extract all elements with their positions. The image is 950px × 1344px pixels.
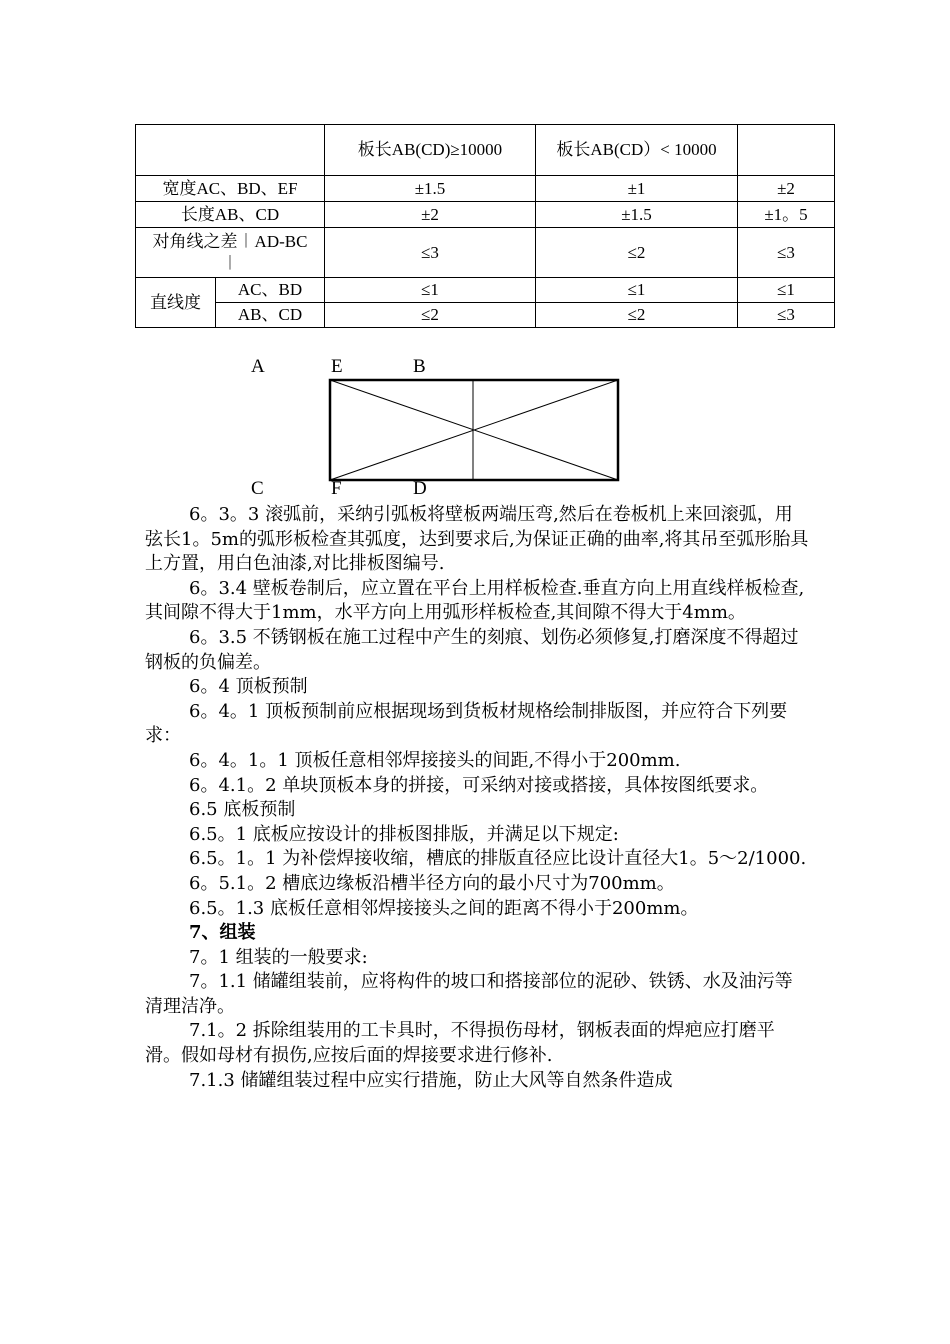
table-cell: ≤1 (738, 278, 835, 303)
paragraph: 7.1。2 拆除组装用的工卡具时，不得损伤母材，钢板表面的焊疤应打磨平滑。假如母材有损伤,应按后面的焊接要求进行修补. (145, 1020, 775, 1067)
table-cell: ≤1 (536, 278, 738, 303)
table-cell: ≤1 (325, 278, 536, 303)
header-cell (738, 125, 835, 176)
paragraph: 6.5。1.3 底板任意相邻焊接接头之间的距离不得小于200mm。 (189, 897, 699, 919)
row-label: 长度AB、CD (136, 202, 325, 228)
table-cell: ≤2 (536, 303, 738, 328)
table-row (136, 202, 835, 228)
header-empty-cell (136, 125, 325, 176)
table-cell: ≤2 (536, 228, 738, 278)
plate-diagram (245, 352, 645, 502)
document-body (145, 503, 810, 1093)
plate-rectangle-diagram (245, 352, 645, 502)
label-a: A (251, 356, 265, 377)
chapter-heading: 7、组装 (189, 922, 256, 944)
paragraph: 7。1.1 储罐组装前，应将构件的坡口和搭接部位的泥砂、铁锈、水及油污等清理洁净。 (145, 971, 793, 1017)
row-label: 宽度AC、BD、EF (136, 176, 325, 202)
table-cell: ±1。5 (738, 202, 835, 228)
table-row (136, 278, 835, 303)
table-row (136, 228, 835, 278)
label-d: D (413, 478, 427, 499)
label-c: C (251, 478, 264, 499)
row-sublabel: AC、BD (216, 278, 325, 303)
header-cell: 板长AB(CD）< 10000 (536, 125, 738, 176)
paragraph: 6。5.1。2 槽底边缘板沿槽半径方向的最小尺寸为700mm。 (189, 872, 675, 894)
table-cell: ±2 (738, 176, 835, 202)
table-cell: ±1 (536, 176, 738, 202)
table-cell: ±2 (325, 202, 536, 228)
paragraph: 6。3。3 滚弧前，采纳引弧板将壁板两端压弯,然后在卷板机上来回滚弧，用弦长1。5m的弧形板检查其弧度，达到要求后,为保证正确的曲率,将其吊至弧形胎具上方置，用白色油漆,对比排板图编号. (145, 504, 809, 575)
table-cell: ±1.5 (325, 176, 536, 202)
label-e: E (331, 356, 343, 377)
section-heading: 7。1 组装的一般要求: (189, 946, 368, 968)
table-cell: ≤3 (325, 228, 536, 278)
row-label: 直线度 (136, 278, 216, 328)
row-sublabel: AB、CD (216, 303, 325, 328)
label-b: B (413, 356, 426, 377)
section-heading: 6.5 底板预制 (189, 799, 296, 821)
paragraph: 6。3.5 不锈钢板在施工过程中产生的刻痕、划伤必须修复,打磨深度不得超过钢板的负偏差。 (145, 626, 799, 673)
paragraph: 6。4。1。1 顶板任意相邻焊接接头的间距,不得小于200mm. (189, 749, 681, 771)
table-row (136, 303, 835, 328)
paragraph: 6。4.1。2 单块顶板本身的拼接，可采纳对接或搭接，具体按图纸要求。 (189, 774, 769, 796)
row-label: 对角线之差︱AD-BC︱ (136, 228, 325, 278)
table-cell: ±1.5 (536, 202, 738, 228)
section-heading: 6。4 顶板预制 (189, 676, 308, 698)
label-f: F (331, 478, 342, 499)
table-cell: ≤3 (738, 228, 835, 278)
table-cell: ≤3 (738, 303, 835, 328)
paragraph: 6。4。1 顶板预制前应根据现场到货板材规格绘制排版图，并应符合下列要求： (145, 700, 788, 747)
header-cell: 板长AB(CD)≥10000 (325, 125, 536, 176)
tolerance-table (135, 124, 835, 328)
paragraph: 7.1.3 储罐组装过程中应实行措施，防止大风等自然条件造成 (189, 1069, 673, 1091)
paragraph: 6。3.4 壁板卷制后，应立置在平台上用样板检查.垂直方向上用直线样板检查,其间隙不得大于1mm，水平方向上用弧形样板检查,其间隙不得大于4mm。 (145, 577, 805, 624)
table-header-row (136, 125, 835, 176)
table-row (136, 176, 835, 202)
table-cell: ≤2 (325, 303, 536, 328)
paragraph: 6.5。1 底板应按设计的排板图排版，并满足以下规定: (189, 823, 619, 845)
paragraph: 6.5。1。1 为补偿焊接收缩，槽底的排版直径应比设计直径大1。5～2/1000. (189, 848, 807, 870)
